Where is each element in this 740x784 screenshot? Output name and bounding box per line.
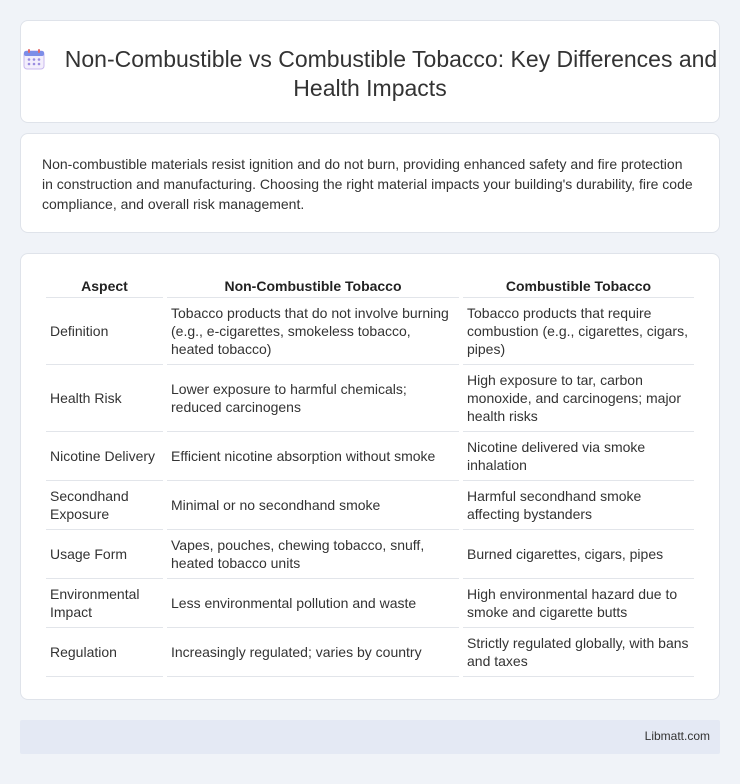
intro-card	[20, 133, 720, 233]
intro-text: Non-combustible materials resist ignition and do not burn, providing enhanced safety and fire protection in construction and manufacturing. Choosing the right material impacts your building's durability, fire code compliance, and overall risk management.	[42, 156, 693, 212]
row-non-combustible: Vapes, pouches, chewing tobacco, snuff, heated tobacco units	[167, 530, 459, 579]
table-row	[46, 579, 694, 628]
row-aspect: Environmental Impact	[46, 579, 163, 628]
row-non-combustible: Lower exposure to harmful chemicals; reduced carcinogens	[167, 365, 459, 432]
table-row	[46, 530, 694, 579]
footer	[20, 720, 720, 754]
row-combustible: High exposure to tar, carbon monoxide, and carcinogens; major health risks	[463, 365, 694, 432]
row-aspect: Usage Form	[46, 530, 163, 579]
row-combustible: Strictly regulated globally, with bans and taxes	[463, 628, 694, 677]
table-header-row	[46, 274, 694, 298]
header-aspect: Aspect	[46, 274, 163, 298]
title-card	[20, 20, 720, 123]
page-title-text: Non-Combustible vs Combustible Tobacco: Key Differences and Health Impacts	[64, 46, 718, 101]
table-row	[46, 365, 694, 432]
table-row	[46, 481, 694, 530]
row-aspect: Health Risk	[46, 365, 163, 432]
footer-link[interactable]: Libmatt.com	[644, 729, 710, 743]
row-aspect: Secondhand Exposure	[46, 481, 163, 530]
row-non-combustible: Less environmental pollution and waste	[167, 579, 459, 628]
row-aspect: Regulation	[46, 628, 163, 677]
page-title	[21, 45, 719, 103]
row-combustible: Nicotine delivered via smoke inhalation	[463, 432, 694, 481]
header-non-combustible: Non-Combustible Tobacco	[167, 274, 459, 298]
comparison-card	[20, 253, 720, 700]
calendar-icon	[23, 48, 45, 70]
comparison-table	[42, 274, 698, 677]
table-row	[46, 298, 694, 365]
row-combustible: High environmental hazard due to smoke and cigarette butts	[463, 579, 694, 628]
row-non-combustible: Increasingly regulated; varies by country	[167, 628, 459, 677]
row-non-combustible: Tobacco products that do not involve burning (e.g., e-cigarettes, smokeless tobacco, heated tobacco)	[167, 298, 459, 365]
row-non-combustible: Minimal or no secondhand smoke	[167, 481, 459, 530]
table-row	[46, 628, 694, 677]
row-non-combustible: Efficient nicotine absorption without smoke	[167, 432, 459, 481]
header-combustible: Combustible Tobacco	[463, 274, 694, 298]
row-combustible: Harmful secondhand smoke affecting bystanders	[463, 481, 694, 530]
row-aspect: Definition	[46, 298, 163, 365]
row-combustible: Burned cigarettes, cigars, pipes	[463, 530, 694, 579]
row-combustible: Tobacco products that require combustion (e.g., cigarettes, cigars, pipes)	[463, 298, 694, 365]
table-row	[46, 432, 694, 481]
row-aspect: Nicotine Delivery	[46, 432, 163, 481]
